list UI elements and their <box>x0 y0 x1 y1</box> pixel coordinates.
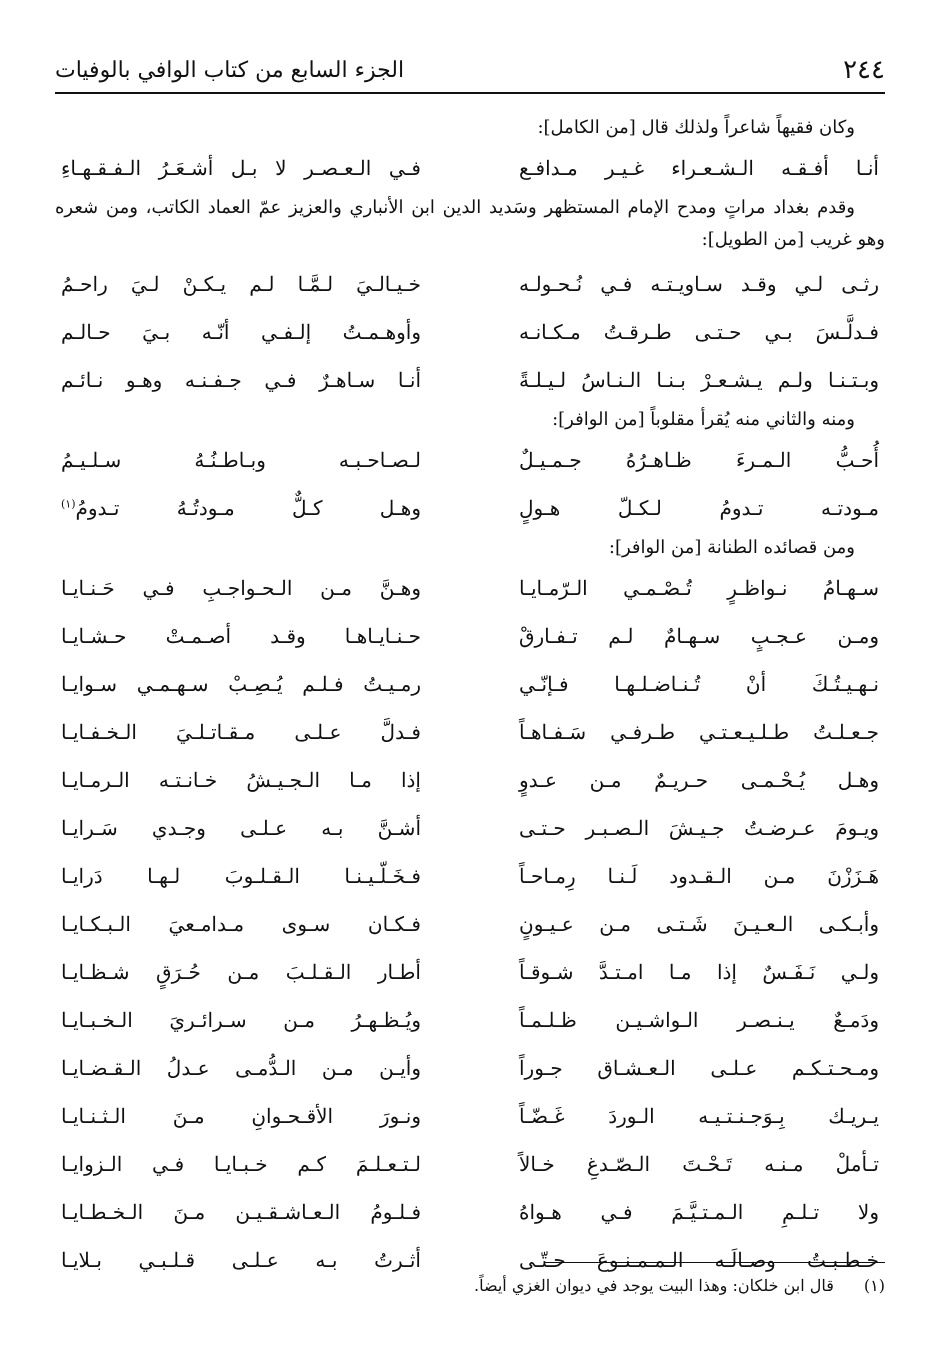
verse-line <box>55 804 885 852</box>
second-hemistich: إذا مـا الـجـيـشُ خـانـتـه الـرمـايـا <box>61 768 421 792</box>
intro-paragraph-2: وقدم بغداد مراتٍ ومدح الإمام المستظهر وسَديد الدين ابن الأنباري والعزيز عمّ العماد الكاتب، ومن شعره وهو غريب [من الطويل]: <box>55 197 885 250</box>
first-hemistich: نـهـيـتُـكَ أنْ تُـنـاضـلـهـا فـإنّـي <box>519 672 879 696</box>
second-hemistich: فـي الـعـصـر لا بـل أشـعَـرُ الـفـقـهـاءِ <box>61 156 421 180</box>
second-hemistich: وأوهـمـتُ إلـفـي أنّـه بـيَ حـالـم <box>61 320 421 344</box>
second-hemistich: فـخَـلّـيـنـا الـقـلـوبَ لـهـا دَرايـا <box>61 864 421 888</box>
first-hemistich: ولـي نَـفَـسٌ إذا مـا امـتـدَّ شـوقـاً <box>519 960 879 984</box>
verse-line <box>55 260 885 308</box>
first-hemistich: تـأملْ مـنـه تَـحْـتَ الـصّـدغِ خـالاً <box>519 1152 879 1176</box>
second-hemistich: وهـنَّ مـن الـحـواجـبِ فـي حَـنـايـا <box>61 576 421 600</box>
first-hemistich: سـهـامُ نـواظـرٍ تُـصْـمـي الـرّمـايـا <box>519 576 879 600</box>
intro-paragraph-1: وكان فقيهاً شاعراً ولذلك قال [من الكامل]: <box>537 117 855 138</box>
second-hemistich: حـنـايـاهـا وقـد أصـمـتْ حـشـايـا <box>61 624 421 648</box>
verse-line <box>55 1188 885 1236</box>
second-hemistich: وأيـن مـن الـدُّمـى عـدلُ الـقـضـايـا <box>61 1056 421 1080</box>
second-hemistich: أطـار الـقـلـبَ مـن حُـرَقٍ شـظـايـا <box>61 960 421 984</box>
verse-line <box>55 436 885 484</box>
first-hemistich: أنـا أفـقـه الـشـعـراء غـيـر مـدافـع <box>519 156 879 180</box>
second-hemistich: ويُـظـهـرُ مـن سـرائـريَ الـخـبـايـا <box>61 1008 421 1032</box>
first-hemistich: ومـن عـجـبٍ سـهـامٌ لـم تـفـارقْ <box>519 624 879 648</box>
verse-line <box>55 484 885 532</box>
verse-line <box>55 1140 885 1188</box>
page-header <box>55 48 885 94</box>
second-hemistich: فـلـومُ الـعـاشـقـيـن مـنَ الـخـطـايـا <box>61 1200 421 1224</box>
second-hemistich: أشـنَّ بـه عـلـى وجـدي سَـرايـا <box>61 816 421 840</box>
verse-line <box>55 852 885 900</box>
first-hemistich: مـودتـه تـدومُ لـكـلّ هـولٍ <box>519 496 879 520</box>
second-hemistich: ونـورَ الأقـحـوانِ مـنَ الـثـنـايـا <box>61 1104 421 1128</box>
verse-line <box>55 756 885 804</box>
first-hemistich: هَـزَزْنَ مـن الـقـدود لَـنـا رِمـاحـاً <box>519 864 879 888</box>
first-hemistich: ودَمـعٌ يـنـصـر الـواشـيـن ظـلـمـاً <box>519 1008 879 1032</box>
first-hemistich: خـطـبـتُ وصـالَـه الـمـمـنـوعَ حـتّـى <box>519 1248 879 1272</box>
verse-line <box>55 660 885 708</box>
second-hemistich: لـصـاحـبـه وبـاطـنُـهُ سـلـيـمُ <box>61 448 421 472</box>
footnote-divider <box>545 1262 885 1263</box>
first-hemistich: وأبـكـى الـعـيـنَ شَـتـى مـن عـيـونٍ <box>519 912 879 936</box>
second-hemistich: فـكـان سـوى مـدامـعيَ الـبـكـايـا <box>61 912 421 936</box>
second-hemistich: فـدلَّ عـلـى مـقـاتـلـيَ الـخـفـايـا <box>61 720 421 744</box>
verse-line <box>55 900 885 948</box>
first-hemistich: ويـومَ عـرضـتُ جـيـشَ الـصـبـر حـتـى <box>519 816 879 840</box>
first-hemistich: فـدلَّـسَ بـي حـتـى طـرقـتُ مـكـانـه <box>519 320 879 344</box>
intro-paragraph-4: ومن قصائده الطنانة [من الوافر]: <box>608 537 855 558</box>
verse-line <box>55 948 885 996</box>
second-hemistich: أنـا سـاهـرٌ فـي جـفـنـه وهـو نـائـم <box>61 368 421 392</box>
page-body <box>55 112 885 1284</box>
first-hemistich: ولا تـلـمِ الـمـتـيَّـمَ فـي هـواهُ <box>519 1200 879 1224</box>
running-title: الجزء السابع من كتاب الوافي بالوفيات <box>55 57 405 83</box>
verse-line <box>55 144 885 192</box>
verse-line <box>55 356 885 404</box>
verse-line <box>55 1092 885 1140</box>
verse-line <box>55 708 885 756</box>
page-number: ٢٤٤ <box>843 55 885 85</box>
first-hemistich: جـعـلـتُ طـلـيـعـتـي طـرفـي سَـفـاهـاً <box>519 720 879 744</box>
footnote-marker: (١) <box>863 1276 885 1295</box>
poem-2 <box>55 436 885 532</box>
first-hemistich: رثـى لـي وقـد سـاويـتـه فـي نُـحـولـه <box>519 272 879 296</box>
first-hemistich: وهـل يُـحْـمـى حـريـمٌ مـن عـدوٍ <box>519 768 879 792</box>
hemistich-text: وهـل كـلٌّ مـودتُـهُ تـدومُ <box>75 496 421 520</box>
verse-line <box>55 308 885 356</box>
second-hemistich <box>55 496 421 520</box>
footnote <box>300 1276 885 1295</box>
second-hemistich: خـيـالـيَ لـمَّـا لـم يـكـنْ لـيَ راحـمُ <box>61 272 421 296</box>
verse-line <box>55 996 885 1044</box>
second-hemistich: أثـرتُ بـه عـلـى قـلـبـي بـلايـا <box>61 1248 421 1272</box>
first-hemistich: يـريـك بِـوَجـنـتـيـه الـوردَ غَـضّـاً <box>519 1104 879 1128</box>
second-hemistich: لـتـعـلـمَ كـم خـبـايـا فـي الـزوايـا <box>61 1152 421 1176</box>
intro-paragraph-3: ومنه والثاني منه يُقرأ مقلوباً [من الوافر]: <box>552 409 855 430</box>
first-hemistich: وبـتـنـا ولـم يـشـعـرْ بـنـا الـنـاسُ لـيـلـةً <box>519 368 879 392</box>
footnote-text: قال ابن خلكان: وهذا البيت يوجد في ديوان الغزي أيضاً. <box>474 1276 834 1295</box>
verse-line <box>55 564 885 612</box>
verse-line <box>55 612 885 660</box>
poem-1 <box>55 260 885 404</box>
verse-line <box>55 1044 885 1092</box>
poem-3 <box>55 564 885 1284</box>
footnote-reference[interactable]: (١) <box>61 497 76 511</box>
second-hemistich: رمـيـتُ فـلـم يُـصِـبْ سـهـمـي سـوايـا <box>61 672 421 696</box>
first-hemistich: ومـحـتـكـم عـلـى الـعـشـاق جـوراً <box>519 1056 879 1080</box>
first-hemistich: أُحـبُّ الـمـرءَ ظـاهـرُهُ جـمـيـلٌ <box>519 448 879 472</box>
